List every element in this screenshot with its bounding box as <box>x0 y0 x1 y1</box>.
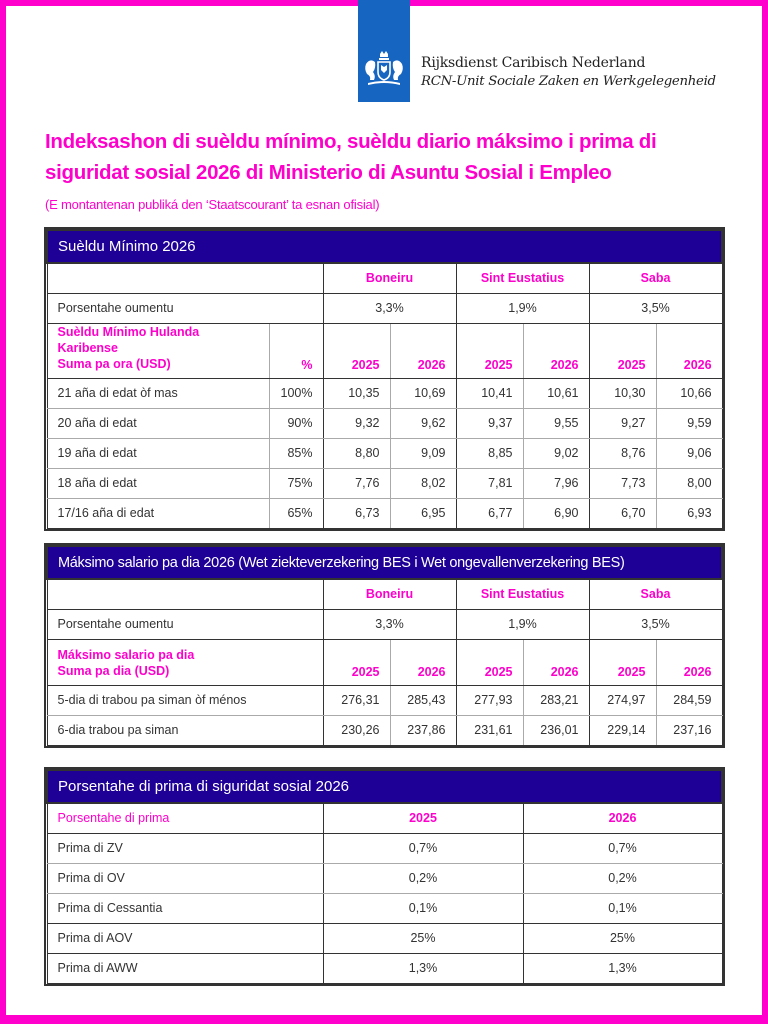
wage-value: 7,76 <box>323 468 390 498</box>
wage-value: 230,26 <box>323 715 390 745</box>
wage-value: 236,01 <box>523 715 589 745</box>
wage-value: 231,61 <box>456 715 523 745</box>
subheader-line2: Suma pa ora (USD) <box>57 356 171 371</box>
wage-value: 9,02 <box>523 438 589 468</box>
wage-value: 274,97 <box>589 685 656 715</box>
row-pct: 65% <box>269 498 323 528</box>
empty-cell <box>47 263 323 293</box>
row-label: Prima di OV <box>47 863 323 893</box>
wage-value: 9,55 <box>523 408 589 438</box>
wage-value: 7,96 <box>523 468 589 498</box>
table-row <box>47 468 722 498</box>
increase-value: 3,5% <box>589 293 722 323</box>
year-header: 2026 <box>390 639 456 685</box>
wage-value: 8,02 <box>390 468 456 498</box>
wage-value: 9,32 <box>323 408 390 438</box>
table-row <box>47 953 722 983</box>
empty-cell <box>47 579 323 609</box>
page-subtitle: (E montantenan publiká den ‘Staatscourant’ ta esnan ofisial) <box>45 197 380 212</box>
table-row <box>47 408 722 438</box>
island-header-bonaire: Boneiru <box>323 263 456 293</box>
wage-value: 8,76 <box>589 438 656 468</box>
row-label: 19 aña di edat <box>47 438 269 468</box>
row-label: 20 aña di edat <box>47 408 269 438</box>
wage-value: 9,06 <box>656 438 722 468</box>
premium-value: 0,2% <box>323 863 523 893</box>
minimum-wage-table <box>46 229 723 529</box>
wage-value: 8,80 <box>323 438 390 468</box>
subheader-line1: Suèldu Mínimo Hulanda Karibense <box>57 324 200 355</box>
wage-value: 6,77 <box>456 498 523 528</box>
island-header-sint-eustatius: Sint Eustatius <box>456 579 589 609</box>
wage-value: 10,61 <box>523 378 589 408</box>
table-row <box>47 923 722 953</box>
premium-value: 0,1% <box>323 893 523 923</box>
wage-value: 6,95 <box>390 498 456 528</box>
table-row <box>47 863 722 893</box>
wage-value: 9,37 <box>456 408 523 438</box>
wage-value: 10,30 <box>589 378 656 408</box>
wage-value: 276,31 <box>323 685 390 715</box>
island-header-saba: Saba <box>589 579 722 609</box>
table-row <box>47 715 722 745</box>
wage-value: 6,70 <box>589 498 656 528</box>
wage-value: 7,81 <box>456 468 523 498</box>
increase-label: Porsentahe oumentu <box>47 609 323 639</box>
wage-value: 8,00 <box>656 468 722 498</box>
wage-value: 285,43 <box>390 685 456 715</box>
page-title: Indeksashon di suèldu mínimo, suèldu diario máksimo i prima di siguridat sosial 2026 di Ministerio di Asuntu Sosial i Empleo <box>45 130 657 184</box>
table-row <box>47 893 722 923</box>
year-header: 2025 <box>589 639 656 685</box>
table-row <box>47 438 722 468</box>
wage-value: 6,93 <box>656 498 722 528</box>
wage-value: 10,41 <box>456 378 523 408</box>
year-header: 2026 <box>656 323 722 378</box>
increase-value: 3,5% <box>589 609 722 639</box>
island-header-sint-eustatius: Sint Eustatius <box>456 263 589 293</box>
island-header-bonaire: Boneiru <box>323 579 456 609</box>
wage-value: 6,73 <box>323 498 390 528</box>
wage-value: 7,73 <box>589 468 656 498</box>
year-header: 2025 <box>589 323 656 378</box>
wage-value: 237,86 <box>390 715 456 745</box>
wage-value: 9,62 <box>390 408 456 438</box>
org-name: Rijksdienst Caribisch Nederland <box>421 55 646 71</box>
org-unit: RCN-Unit Sociale Zaken en Werkgelegenheid <box>421 74 716 89</box>
row-label: 6-dia trabou pa siman <box>47 715 323 745</box>
premium-col-header: Porsentahe di prima <box>47 803 323 833</box>
premium-value: 25% <box>323 923 523 953</box>
max-daily-wage-table <box>46 545 723 746</box>
row-pct: 100% <box>269 378 323 408</box>
row-label: Prima di AWW <box>47 953 323 983</box>
year-header: 2025 <box>323 639 390 685</box>
year-header: 2026 <box>523 803 722 833</box>
premium-value: 0,2% <box>523 863 722 893</box>
wage-value: 10,69 <box>390 378 456 408</box>
wage-value: 10,35 <box>323 378 390 408</box>
organization-name <box>421 55 716 89</box>
year-header: 2025 <box>456 639 523 685</box>
table-row <box>47 378 722 408</box>
premium-value: 0,1% <box>523 893 722 923</box>
premium-value: 25% <box>523 923 722 953</box>
row-label: Prima di ZV <box>47 833 323 863</box>
wage-value: 237,16 <box>656 715 722 745</box>
table-row <box>47 833 722 863</box>
section-heading: Porsentahe di prima di siguridat sosial 2026 <box>47 770 722 803</box>
row-pct: 85% <box>269 438 323 468</box>
premium-value: 1,3% <box>323 953 523 983</box>
wage-value: 8,85 <box>456 438 523 468</box>
subheader-line1: Máksimo salario pa dia <box>57 647 195 662</box>
row-label: Prima di Cessantia <box>47 893 323 923</box>
row-pct: 75% <box>269 468 323 498</box>
increase-value: 1,9% <box>456 293 589 323</box>
premium-value: 0,7% <box>523 833 722 863</box>
section-heading: Máksimo salario pa dia 2026 (Wet ziekteverzekering BES i Wet ongevallenverzekering BES) <box>47 546 722 579</box>
wage-value: 283,21 <box>523 685 589 715</box>
increase-value: 3,3% <box>323 293 456 323</box>
wage-value: 9,27 <box>589 408 656 438</box>
table-row <box>47 685 722 715</box>
row-label: 5-dia di trabou pa siman òf ménos <box>47 685 323 715</box>
year-header: 2026 <box>523 323 589 378</box>
row-label: 17/16 aña di edat <box>47 498 269 528</box>
wage-value: 10,66 <box>656 378 722 408</box>
increase-label: Porsentahe oumentu <box>47 293 323 323</box>
premium-value: 0,7% <box>323 833 523 863</box>
subheader-line2: Suma pa dia (USD) <box>57 663 170 678</box>
increase-value: 3,3% <box>323 609 456 639</box>
row-label: 18 aña di edat <box>47 468 269 498</box>
table-row <box>47 498 722 528</box>
year-header: 2025 <box>456 323 523 378</box>
row-pct: 90% <box>269 408 323 438</box>
wage-value: 6,90 <box>523 498 589 528</box>
wage-value: 9,59 <box>656 408 722 438</box>
year-header: 2026 <box>523 639 589 685</box>
premiums-table <box>46 769 723 984</box>
row-label: 21 aña di edat òf mas <box>47 378 269 408</box>
increase-value: 1,9% <box>456 609 589 639</box>
wage-value: 284,59 <box>656 685 722 715</box>
pct-header: % <box>269 323 323 378</box>
year-header: 2025 <box>323 803 523 833</box>
subheader-label <box>47 323 269 378</box>
premium-value: 1,3% <box>523 953 722 983</box>
subheader-label <box>47 639 323 685</box>
island-header-saba: Saba <box>589 263 722 293</box>
year-header: 2025 <box>323 323 390 378</box>
coat-of-arms-icon <box>362 50 406 88</box>
year-header: 2026 <box>656 639 722 685</box>
wage-value: 9,09 <box>390 438 456 468</box>
wage-value: 229,14 <box>589 715 656 745</box>
wage-value: 277,93 <box>456 685 523 715</box>
year-header: 2026 <box>390 323 456 378</box>
section-heading: Suèldu Mínimo 2026 <box>47 230 722 263</box>
row-label: Prima di AOV <box>47 923 323 953</box>
